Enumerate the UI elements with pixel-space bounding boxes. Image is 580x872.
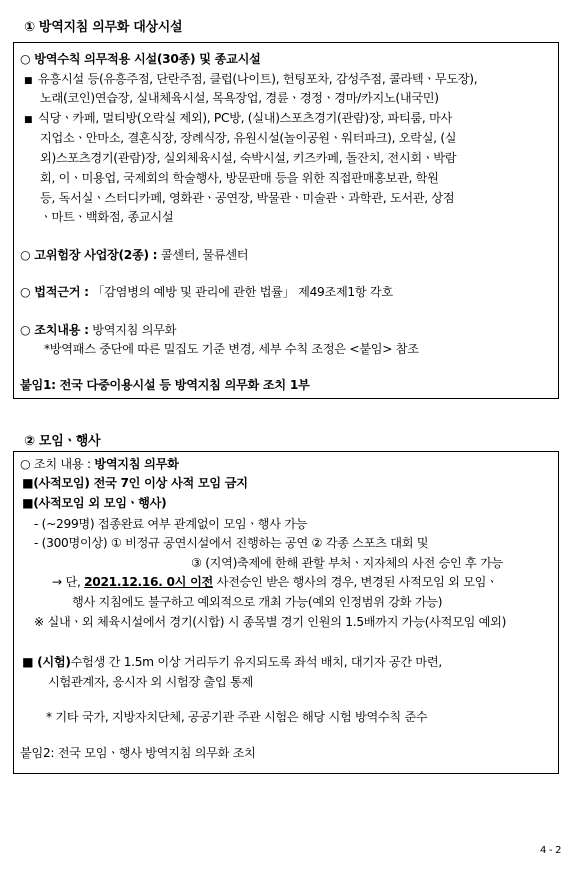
s2-exception-line1: → 단, 2021.12.16. 0시 이전 사전승인 받은 행사의 경우, 변경된 사적모임 외 모임ㆍ: [52, 575, 498, 589]
s1-bullet2-line2: 지업소ㆍ안마소, 결혼식장, 장례식장, 유원시설(놀이공원ㆍ워터파크), 오락실, (실: [40, 131, 457, 145]
s2-attachment: 붙임2: 전국 모임ㆍ행사 방역지침 의무화 조치: [20, 746, 256, 760]
s2-over-300-line1: - (300명이상) ① 비정규 공연시설에서 진행하는 공연 ② 각종 스포츠 대회 및: [34, 536, 429, 550]
s2-private-gathering: ■(사적모임) 전국 7인 이상 사적 모임 금지: [22, 476, 248, 490]
section1-box: [13, 42, 559, 399]
section2-title: ② 모임ㆍ행사: [24, 434, 101, 449]
s1-legal-basis: ○ 법적근거 : 「감염병의 예방 및 관리에 관한 법률」 제49조제1항 각호: [20, 285, 393, 299]
s1-bullet2-line1: ■ 식당ㆍ카페, 멀티방(오락실 제외), PC방, (실내)스포츠경기(관람)장, 파티룸, 마사: [24, 109, 452, 129]
s1-bullet1-line1: ■ 유흥시설 등(유흥주점, 단란주점, 클럽(나이트), 헌팅포차, 감성주점, 콜라텍ㆍ무도장),: [24, 70, 477, 90]
s1-heading-facilities: ○ 방역수칙 의무적용 시설(30종) 및 종교시설: [20, 52, 261, 66]
s2-exam-line2: 시험관계자, 응시자 외 시험장 출입 통제: [48, 675, 254, 689]
s1-bullet1-line2: 노래(코인)연습장, 실내체육시설, 목욕장업, 경륜ㆍ경정ㆍ경마/카지노(내국민): [40, 91, 439, 105]
s2-other-gathering: ■(사적모임 외 모임ㆍ행사): [22, 496, 167, 510]
s1-high-risk: ○ 고위험장 사업장(2종) : 콜센터, 물류센터: [20, 248, 249, 262]
section1-title: ① 방역지침 의무화 대상시설: [24, 20, 183, 35]
s1-bullet2-line4: 회, 이ㆍ미용업, 국제회의 학술행사, 방문판매 등을 위한 직접판매홍보관, 학원: [40, 171, 439, 185]
s2-exception-line2: 행사 지침에도 불구하고 예외적으로 개최 가능(예외 인정범위 강화 가능): [72, 595, 443, 609]
s1-attachment: 붙임1: 전국 다중이용시설 등 방역지침 의무화 조치 1부: [20, 378, 310, 392]
s2-measure-line: ○ 조치 내용 : 방역지침 의무화: [20, 457, 179, 471]
square-bullet-icon: ■: [24, 115, 33, 125]
s2-sports-note: ※ 실내ㆍ외 체육시설에서 경기(시합) 시 종목별 경기 인원의 1.5배까지 가능(사적모임 예외): [34, 615, 507, 629]
section2-box: [13, 451, 559, 774]
square-bullet-icon: ■: [24, 76, 33, 86]
s1-bullet2-line6: ㆍ마트ㆍ백화점, 종교시설: [40, 210, 174, 224]
s2-under-299: - (~299명) 접종완료 여부 관계없이 모임ㆍ행사 가능: [34, 517, 308, 531]
s1-bullet2-line5: 등, 독서실ㆍ스터디카페, 영화관ㆍ공연장, 박물관ㆍ미술관ㆍ과학관, 도서관, 상점: [40, 191, 455, 205]
s2-exam-note: * 기타 국가, 지방자치단체, 공공기관 주관 시험은 해당 시험 방역수칙 준수: [46, 710, 428, 724]
page-number: 4 - 2: [540, 845, 562, 856]
s1-measures: ○ 조치내용 : 방역지침 의무화: [20, 323, 177, 337]
s1-measures-note: *방역패스 중단에 따른 밀집도 기준 변경, 세부 수칙 조정은 <붙임> 참조: [44, 342, 419, 356]
s2-over-300-line2: ③ (지역)축제에 한해 관할 부처ㆍ지자체의 사전 승인 후 가능: [191, 556, 504, 570]
s2-exam-line1: ■ (시험)수험생 간 1.5m 이상 거리두기 유지되도록 좌석 배치, 대기자 공간 마련,: [22, 655, 442, 669]
s1-bullet2-line3: 외)스포츠경기(관람)장, 실외체육시설, 숙박시설, 키즈카페, 돌잔치, 전시회ㆍ박람: [40, 151, 457, 165]
